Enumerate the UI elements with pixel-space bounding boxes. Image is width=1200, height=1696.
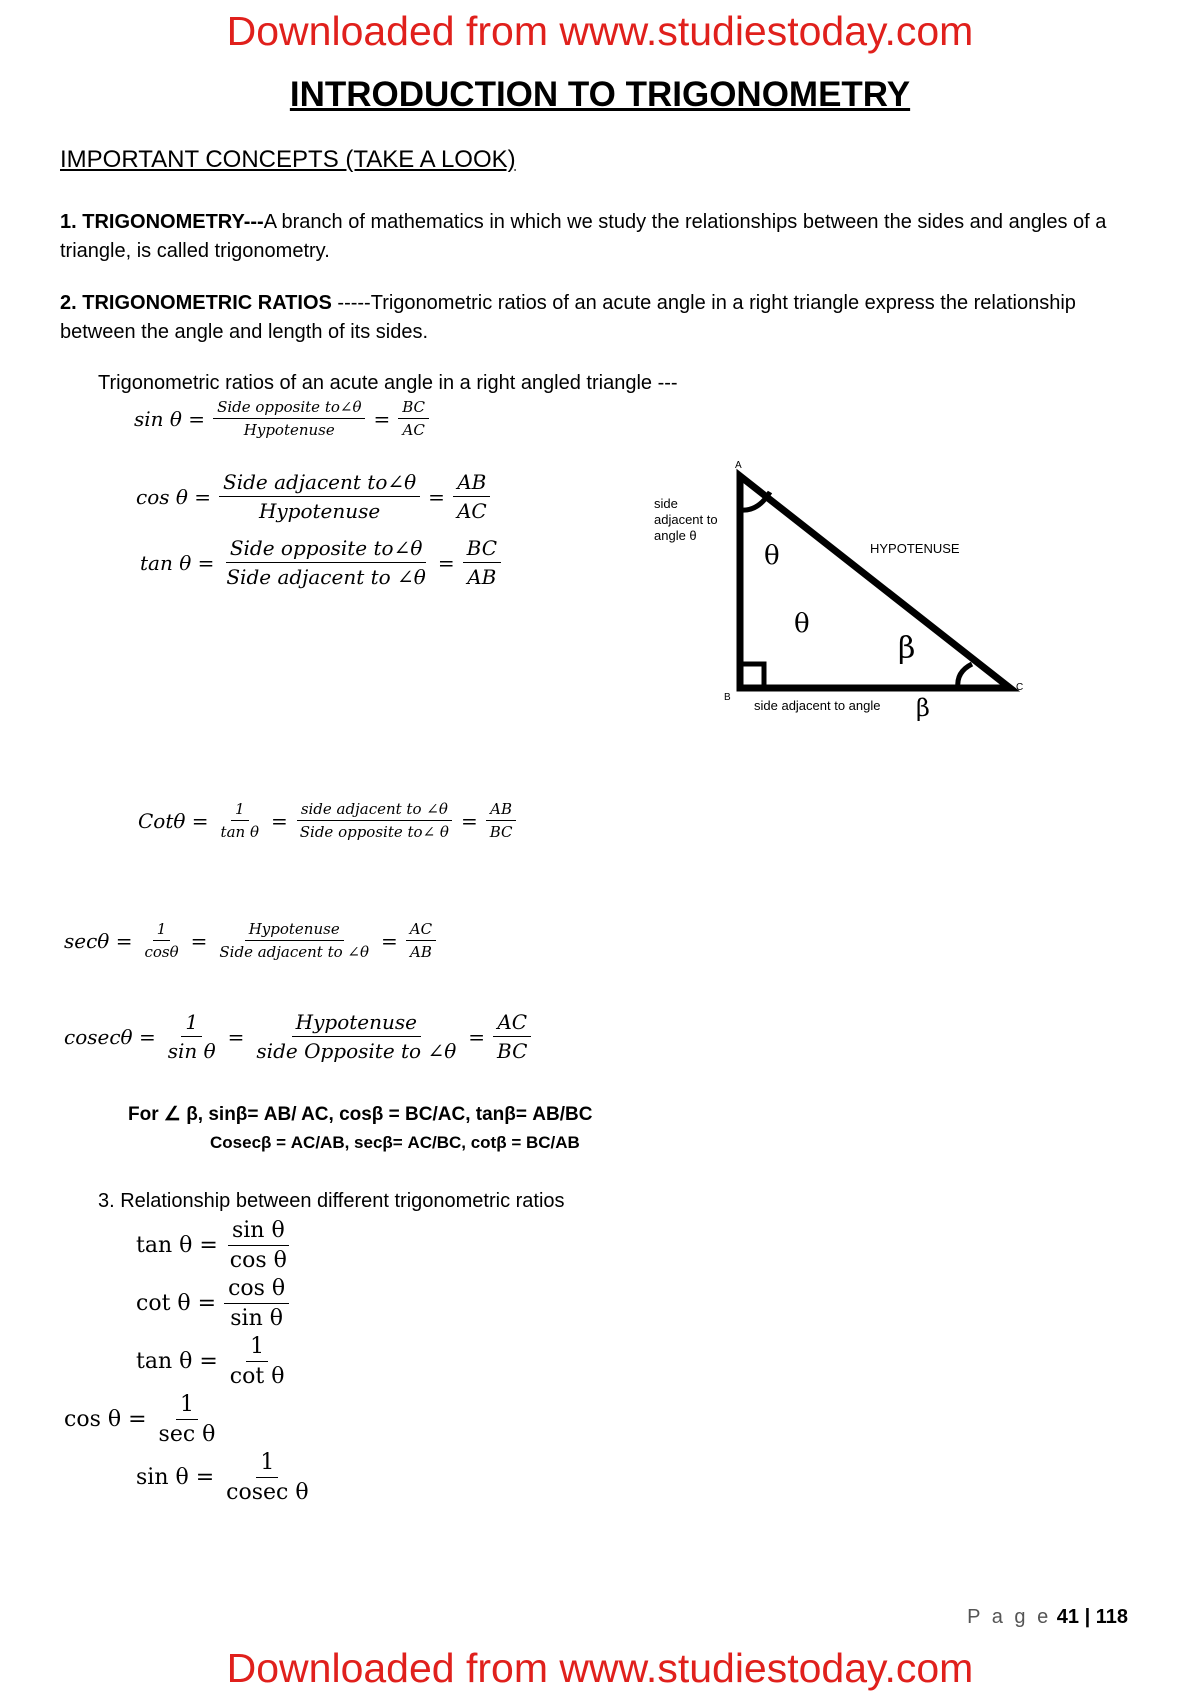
theta-label-upper: θ [764, 541, 780, 571]
fraction [224, 1276, 289, 1331]
numerator: Side opposite to∠θ [213, 398, 365, 419]
relation-cot-cos-sin [132, 1276, 293, 1331]
denominator: cosθ [144, 943, 179, 961]
numerator: 1 [153, 920, 171, 941]
numerator: Side opposite to∠θ [226, 536, 427, 563]
cot-formula [134, 800, 520, 841]
formula-lhs: sin θ = [136, 1465, 215, 1490]
vertex-a-label: A [735, 460, 742, 471]
formula-lhs: sin θ = [134, 406, 206, 431]
numerator: Hypotenuse [245, 920, 344, 941]
denominator: side Opposite to ∠θ [256, 1039, 457, 1063]
denominator: Hypotenuse [243, 421, 335, 439]
numerator: Side adjacent to∠θ [219, 470, 420, 497]
numerator: Hypotenuse [292, 1010, 421, 1037]
formula-lhs: cos θ = [136, 484, 212, 509]
cos-formula [132, 470, 495, 523]
relation-cos-sec [60, 1392, 223, 1447]
equals: = [428, 484, 445, 509]
fraction [140, 920, 182, 961]
concept-term: 2. TRIGONOMETRIC RATIOS [60, 292, 332, 314]
fraction [486, 800, 517, 841]
side-adjacent-theta-label-1: side [654, 496, 678, 511]
numerator: AC [406, 920, 436, 941]
denominator: sec θ [158, 1422, 216, 1447]
side-adjacent-beta-label: side adjacent to angle [754, 698, 881, 713]
beta-ratios-line-2: Cosecβ = AC/AB, secβ= AC/BC, cotβ = BC/AB [210, 1133, 580, 1152]
concept-trigonometry [60, 208, 1120, 266]
page-current: 41 [1056, 1606, 1080, 1628]
numerator: BC [463, 536, 501, 563]
numerator: 1 [176, 1392, 198, 1420]
side-adjacent-beta-symbol: β [916, 694, 930, 722]
concept-text: A branch of mathematics in which we study the relationships between the sides and angles of a triangle, is called trigonometry. [60, 211, 1107, 262]
denominator: AC [456, 499, 487, 523]
denominator: sin θ [230, 1306, 283, 1331]
formula-lhs: cot θ = [136, 1291, 217, 1316]
relationship-heading: 3. Relationship between different trigonometric ratios [98, 1190, 565, 1212]
equals: = [190, 928, 208, 953]
denominator: AC [402, 421, 425, 439]
numerator: 1 [231, 800, 249, 821]
formula-lhs: Cotθ = [138, 808, 209, 833]
side-adjacent-theta-label-2: adjacent to [654, 512, 718, 527]
angle-a-arc [740, 492, 770, 510]
equals: = [437, 550, 455, 575]
fraction [215, 920, 373, 961]
denominator: Hypotenuse [258, 499, 381, 523]
sin-formula [130, 398, 433, 439]
fraction [493, 1010, 531, 1063]
formula-lhs: tan θ = [140, 550, 215, 575]
denominator: Side opposite to∠ θ [299, 823, 449, 841]
denominator: sin θ [167, 1039, 216, 1063]
relation-tan-cot [132, 1334, 292, 1389]
denominator: BC [497, 1039, 528, 1063]
fraction [213, 398, 365, 439]
concept-term: 1. TRIGONOMETRY--- [60, 211, 264, 233]
fraction [219, 470, 420, 523]
equals: = [468, 1024, 486, 1049]
tan-formula [136, 536, 505, 589]
formula-lhs: secθ = [64, 928, 133, 953]
numerator: 1 [246, 1334, 268, 1362]
concept-trigonometric-ratios [60, 289, 1120, 347]
footer-banner: Downloaded from www.studiestoday.com [226, 1645, 974, 1691]
theta-label-lower: θ [794, 609, 810, 639]
concept-text: -----Trigonometric ratios of an acute angle in a right triangle express the relationship between the angle and length of its sides. [60, 292, 1076, 343]
sec-formula [60, 920, 440, 961]
denominator: cosec θ [226, 1480, 309, 1505]
page-number [967, 1606, 1128, 1629]
fraction [463, 536, 501, 589]
formula-lhs: tan θ = [136, 1233, 218, 1258]
page-word: P a g e [967, 1606, 1052, 1628]
fraction [453, 470, 491, 523]
fraction [164, 1010, 220, 1063]
equals: = [227, 1024, 245, 1049]
formula-lhs: cos θ = [64, 1407, 147, 1432]
numerator: AB [486, 800, 516, 821]
hypotenuse-label: HYPOTENUSE [870, 541, 960, 556]
vertex-c-label: C [1016, 682, 1024, 693]
right-triangle-diagram [640, 440, 1060, 730]
fraction [226, 1218, 291, 1273]
denominator: tan θ [220, 823, 259, 841]
denominator: Side adjacent to ∠θ [219, 943, 370, 961]
fraction [296, 800, 453, 841]
fraction [217, 800, 263, 841]
right-angle-marker [740, 664, 764, 688]
equals: = [270, 808, 288, 833]
side-adjacent-theta-label-3: angle θ [654, 528, 697, 543]
fraction [226, 1334, 289, 1389]
equals: = [460, 808, 478, 833]
numerator: AC [493, 1010, 531, 1037]
denominator: cos θ [229, 1248, 287, 1273]
numerator: sin θ [228, 1218, 289, 1246]
beta-ratios-line-1: For ∠ β, sinβ= AB/ AC, cosβ = BC/AC, tanβ= AB/BC [128, 1104, 593, 1125]
fraction [252, 1010, 460, 1063]
equals: = [381, 928, 398, 953]
triangle-shape [740, 476, 1010, 688]
fraction [222, 536, 430, 589]
denominator: BC [489, 823, 513, 841]
ratios-intro: Trigonometric ratios of an acute angle in a right angled triangle --- [98, 372, 678, 394]
denominator: AB [467, 565, 497, 589]
numerator: side adjacent to ∠θ [297, 800, 452, 821]
numerator: 1 [256, 1450, 278, 1478]
denominator: Side adjacent to ∠θ [226, 565, 426, 589]
fraction [406, 920, 436, 961]
relation-tan-sin-cos [132, 1218, 295, 1273]
formula-lhs: tan θ = [136, 1349, 218, 1374]
section-heading: IMPORTANT CONCEPTS (TAKE A LOOK) [60, 146, 516, 173]
fraction [155, 1392, 220, 1447]
vertex-b-label: B [724, 692, 731, 703]
page-separator: | [1079, 1606, 1096, 1628]
beta-label: β [898, 631, 916, 666]
denominator: cot θ [229, 1364, 285, 1389]
page-title: INTRODUCTION TO TRIGONOMETRY [289, 75, 911, 114]
formula-lhs: cosecθ = [64, 1024, 156, 1049]
numerator: 1 [181, 1010, 202, 1037]
numerator: cos θ [224, 1276, 289, 1304]
equals: = [373, 406, 391, 431]
cosec-formula [60, 1010, 535, 1063]
numerator: AB [453, 470, 490, 497]
fraction [222, 1450, 312, 1505]
numerator: BC [398, 398, 429, 419]
fraction [398, 398, 429, 439]
relation-sin-cosec [132, 1450, 317, 1505]
denominator: AB [410, 943, 432, 961]
page-total: 118 [1095, 1606, 1128, 1628]
angle-c-arc [958, 664, 972, 688]
header-banner: Downloaded from www.studiestoday.com [226, 8, 974, 54]
